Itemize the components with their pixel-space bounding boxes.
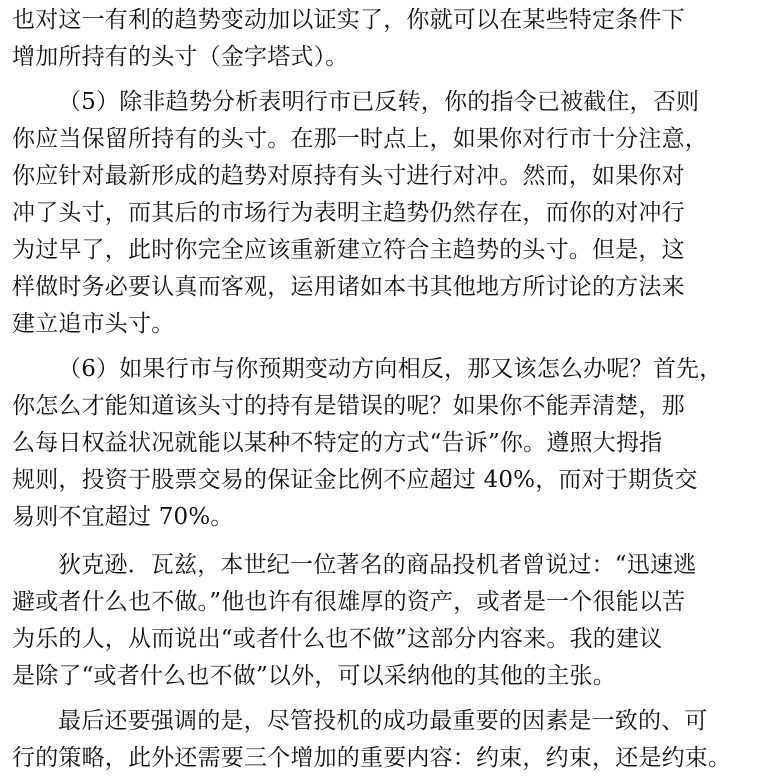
text-line: 建立追市头寸。 xyxy=(12,311,175,337)
text-line: 也对这一有利的趋势变动加以证实了，你就可以在某些特定条件下 xyxy=(12,7,685,33)
text-line: 你应针对最新形成的趋势对原持有头寸进行对冲。然而，如果你对 xyxy=(12,163,685,189)
text-line: 狄克逊．瓦兹，本世纪一位著名的商品投机者曾说过：“迅速逃 xyxy=(58,552,697,578)
text-line: 避或者什么也不做。”他也许有很雄厚的资产，或者是一个很能以苦 xyxy=(12,589,686,615)
text-line: 增加所持有的头寸（金字塔式）。 xyxy=(12,44,349,70)
text-line: 么每日权益状况就能以某种不特定的方式“告诉”你。遵照大拇指 xyxy=(12,430,663,456)
text-line: 你怎么才能知道该头寸的持有是错误的呢？如果你不能弄清楚，那 xyxy=(12,393,685,419)
text-line: 你应当保留所持有的头寸。在那一时点上，如果你对行市十分注意， xyxy=(12,126,708,152)
text-line: 规则，投资于股票交易的保证金比例不应超过 40%，而对于期货交 xyxy=(12,467,698,493)
text-line: 行的策略，此外还需要三个增加的重要内容：约束，约束，还是约束。 xyxy=(12,745,732,771)
text-line: 冲了头寸，而其后的市场行为表明主趋势仍然存在，而你的对冲行 xyxy=(12,200,685,226)
text-line: 为过早了，此时你完全应该重新建立符合主趋势的头寸。但是，这 xyxy=(12,237,685,263)
text-line: （6）如果行市与你预期变动方向相反，那又该怎么办呢？首先， xyxy=(58,356,723,382)
text-line: （5）除非趋势分析表明行市已反转，你的指令已被截住，否则 xyxy=(58,89,700,115)
text-line: 易则不宜超过 70%。 xyxy=(12,504,234,530)
text-line: 样做时务必要认真而客观，运用诸如本书其他地方所讨论的方法来 xyxy=(12,274,685,300)
text-line: 为乐的人，从而说出“或者什么也不做”这部分内容来。我的建议 xyxy=(12,626,663,652)
text-line: 最后还要强调的是，尽管投机的成功最重要的因素是一致的、可 xyxy=(58,708,708,734)
text-line: 是除了“或者什么也不做”以外，可以采纳他的其他的主张。 xyxy=(12,663,616,689)
